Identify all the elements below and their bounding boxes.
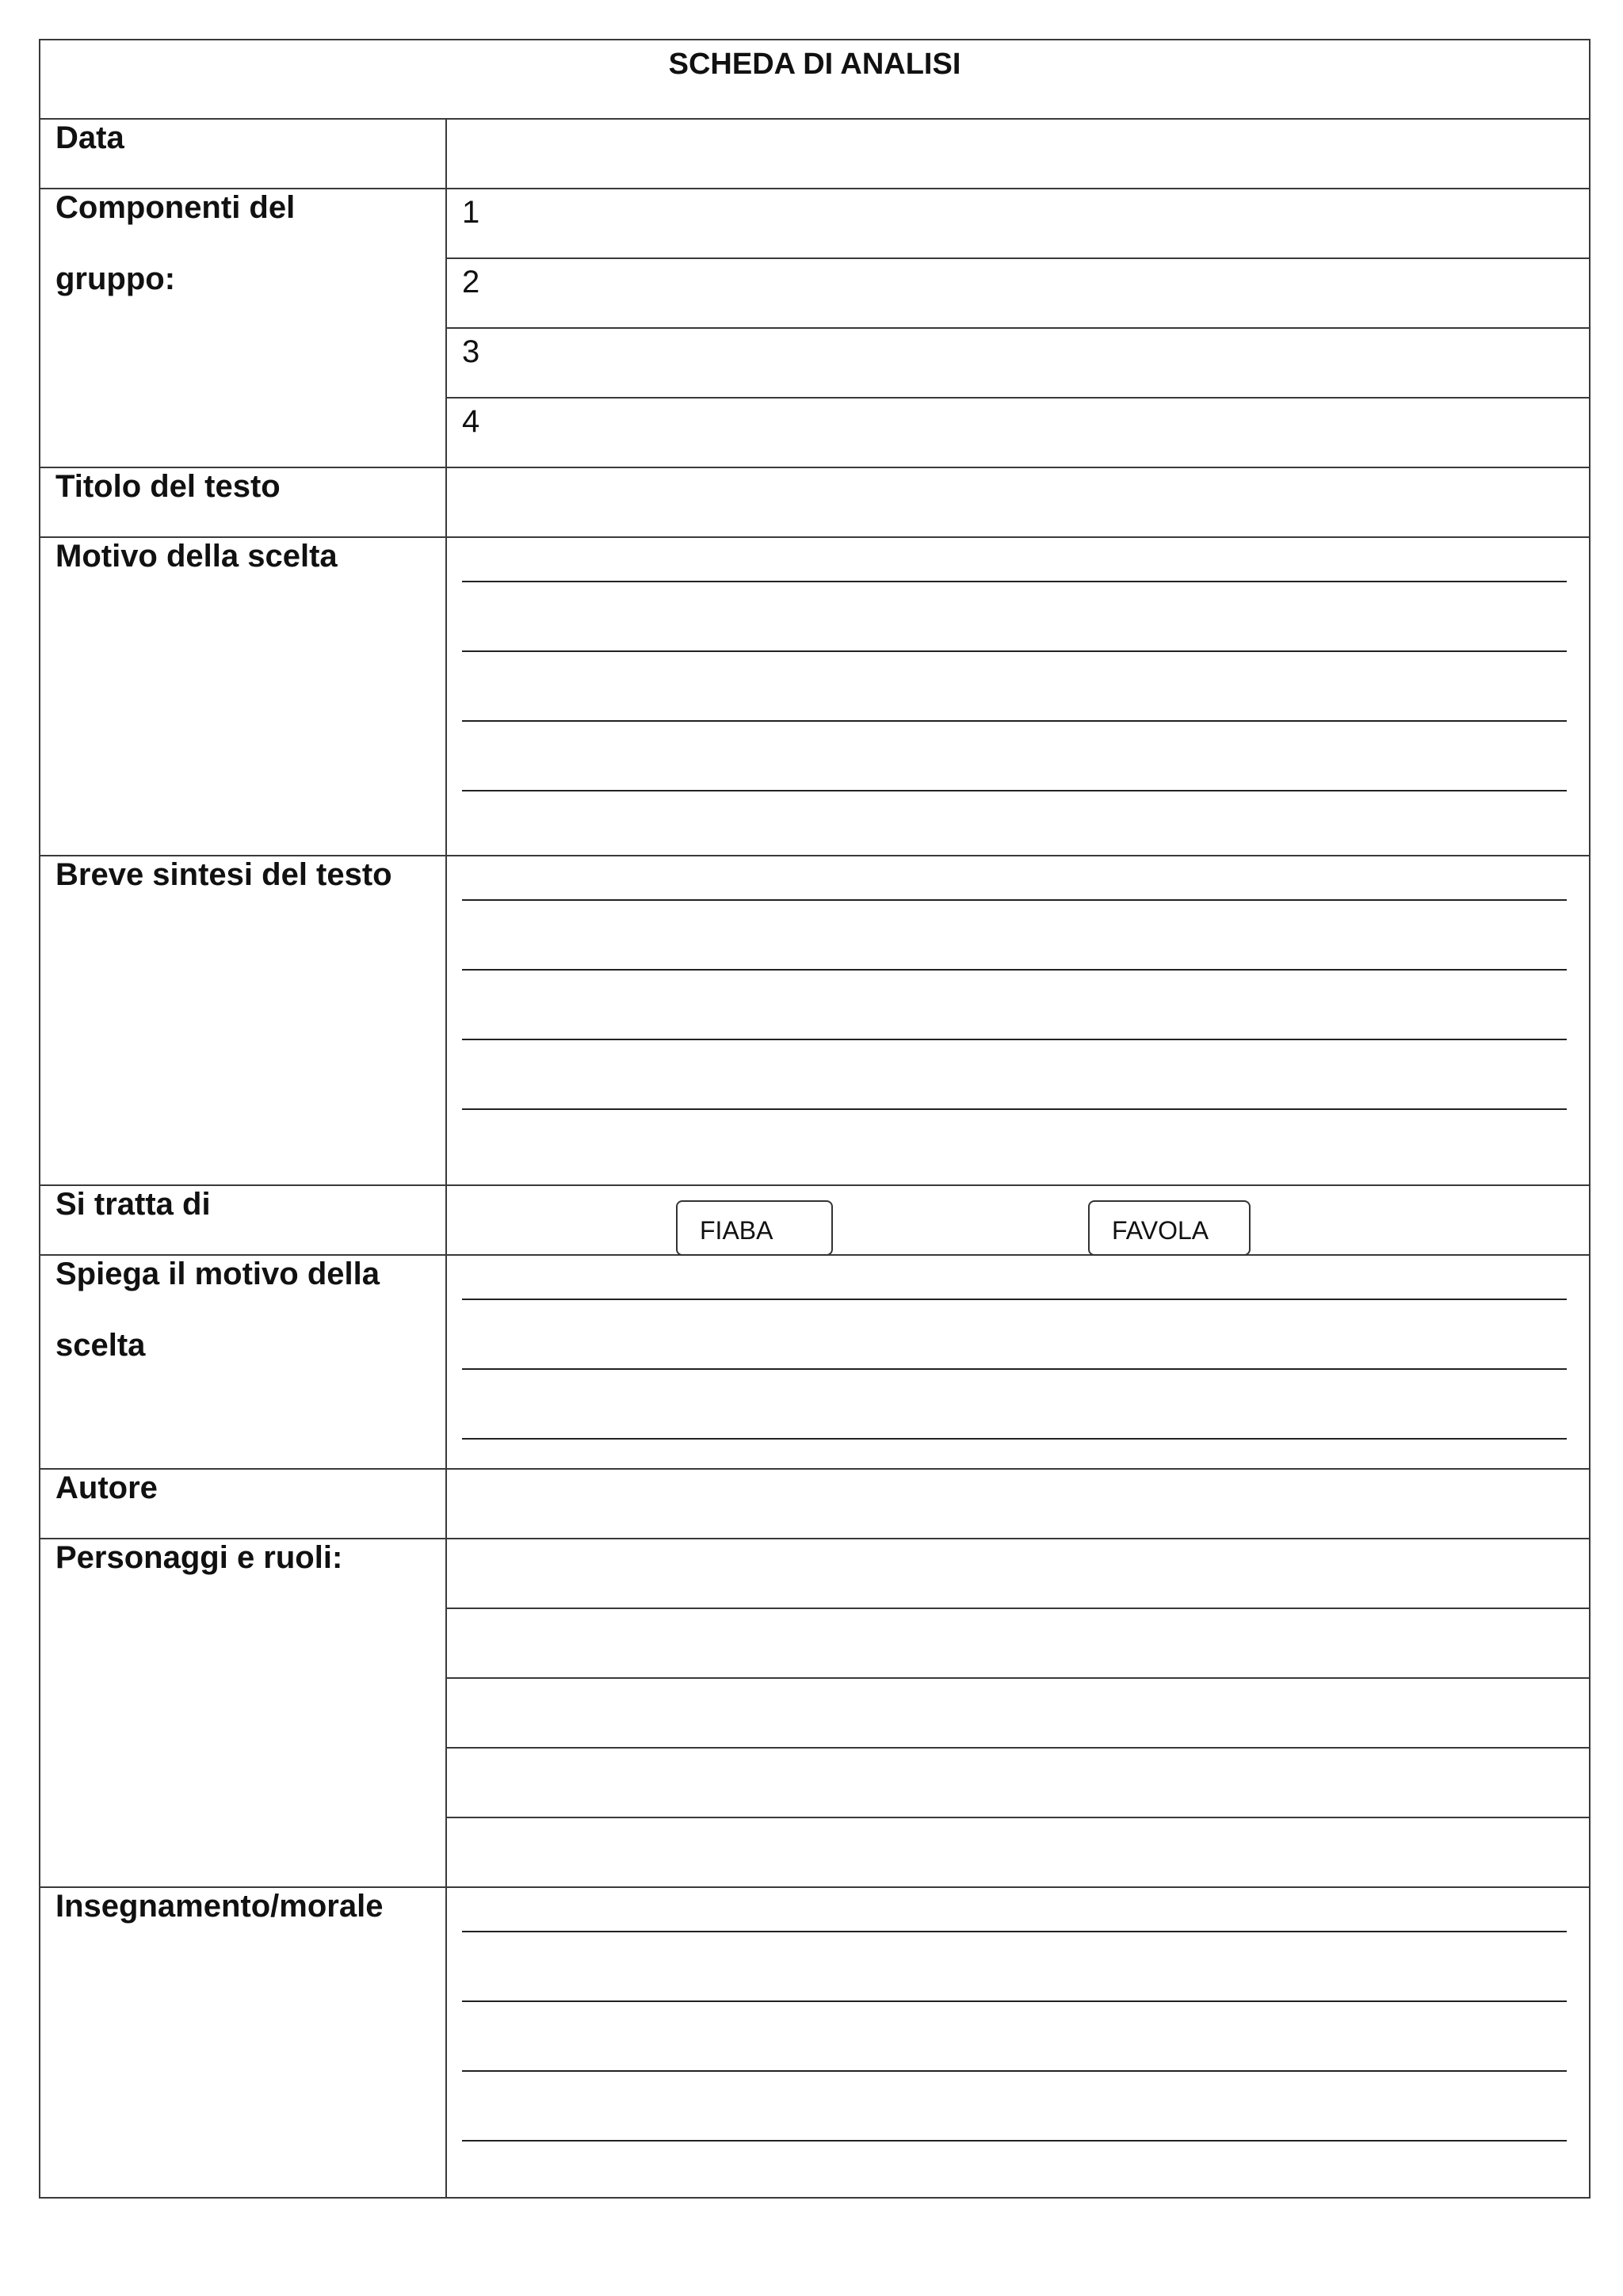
sintesi-label: Breve sintesi del testo [40,856,446,1185]
writing-line [462,899,1567,901]
motivo-field[interactable] [446,537,1590,856]
group-member-1-field[interactable] [446,189,1590,258]
writing-line [462,1108,1567,1110]
favola-option[interactable]: FAVOLA [1088,1200,1251,1256]
writing-line [462,1931,1567,1932]
writing-line [462,790,1567,791]
data-label: Data [40,119,446,189]
autore-label: Autore [40,1469,446,1539]
group-member-2-field[interactable] [446,258,1590,328]
group-member-number: 3 [462,334,480,369]
writing-line [462,2070,1567,2072]
insegnamento-field[interactable] [446,1887,1590,2198]
analysis-form-table [39,39,1591,2199]
writing-line [462,581,1567,582]
personaggio-field[interactable] [446,1748,1590,1817]
titolo-field[interactable] [446,467,1590,537]
personaggio-field[interactable] [446,1539,1590,1608]
group-member-4-field[interactable] [446,398,1590,467]
personaggio-field[interactable] [446,1608,1590,1678]
insegnamento-label: Insegnamento/morale [40,1887,446,2198]
writing-line [462,1368,1567,1370]
writing-line [462,2000,1567,2002]
group-member-number: 2 [462,265,480,299]
group-member-number: 1 [462,195,480,230]
personaggio-field[interactable] [446,1678,1590,1748]
motivo-label: Motivo della scelta [40,537,446,856]
fiaba-option[interactable]: FIABA [676,1200,833,1256]
personaggi-label: Personaggi e ruoli: [40,1539,446,1887]
group-member-number: 4 [462,404,480,439]
writing-line [462,1039,1567,1040]
writing-line [462,1438,1567,1440]
autore-field[interactable] [446,1469,1590,1539]
writing-line [462,720,1567,722]
writing-line [462,1299,1567,1300]
si-tratta-label: Si tratta di [40,1185,446,1255]
genre-choice-row [446,1185,1590,1255]
spiega-label: Spiega il motivo della scelta [40,1255,446,1469]
data-field[interactable] [446,119,1590,189]
form-title: SCHEDA DI ANALISI [40,40,1590,119]
writing-line [462,2140,1567,2142]
group-member-3-field[interactable] [446,328,1590,398]
componenti-label: Componenti del gruppo: [40,189,446,467]
sintesi-field[interactable] [446,856,1590,1185]
titolo-label: Titolo del testo [40,467,446,537]
writing-line [462,969,1567,971]
writing-line [462,650,1567,652]
spiega-field[interactable] [446,1255,1590,1469]
analysis-sheet [39,39,1589,2199]
personaggio-field[interactable] [446,1817,1590,1887]
